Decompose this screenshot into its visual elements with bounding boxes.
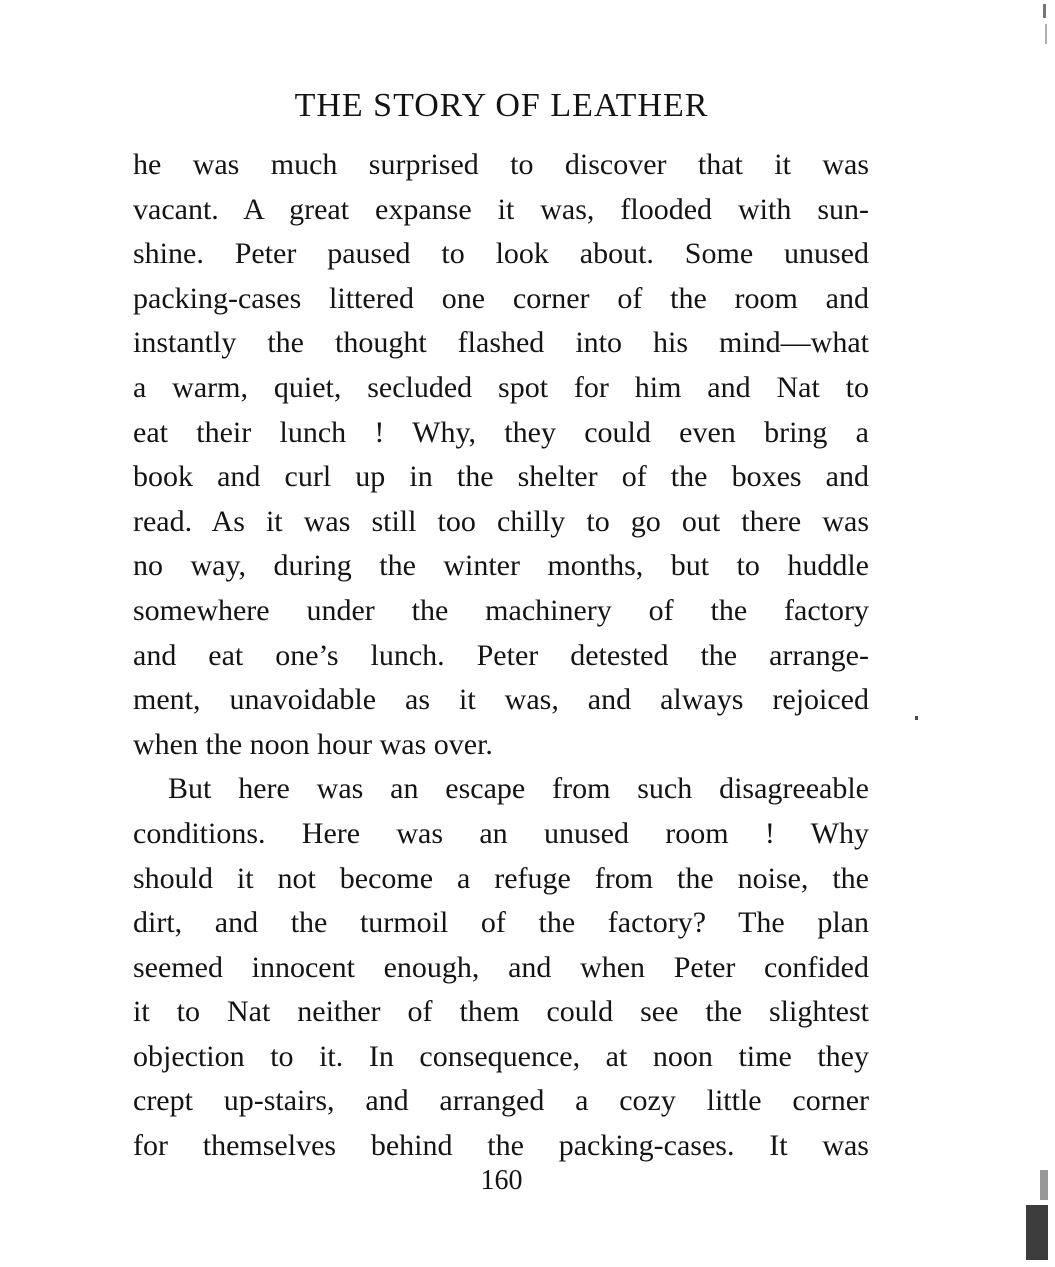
text-line: when the noon hour was over. [133, 727, 493, 761]
text-line: objection to it. In consequence, at noon time they [133, 1039, 869, 1073]
paragraph [133, 143, 869, 767]
text-line: a warm, quiet, secluded spot for him and Nat to [133, 370, 869, 404]
scan-edge-mark [1026, 1205, 1048, 1260]
paragraph [133, 767, 869, 1168]
body-text [133, 143, 869, 1169]
text-line: no way, during the winter months, but to huddle [133, 549, 869, 583]
scan-edge-mark [1043, 4, 1046, 18]
page-number: 160 [480, 1165, 523, 1196]
text-line: packing-cases littered one corner of the room and [133, 281, 869, 315]
text-line: dirt, and the turmoil of the factory? The plan [133, 906, 869, 940]
text-line: ment, unavoidable as it was, and always rejoiced [133, 683, 869, 717]
text-line: conditions. Here was an unused room ! Why [133, 816, 869, 850]
text-line: for themselves behind the packing-cases. It was [133, 1129, 869, 1163]
text-line: But here was an escape from such disagreeable [168, 772, 869, 806]
text-line: read. As it was still too chilly to go out there was [133, 504, 869, 538]
scan-edge-mark [1040, 1170, 1048, 1200]
text-line: book and curl up in the shelter of the boxes and [133, 460, 869, 494]
text-line: shine. Peter paused to look about. Some unused [133, 237, 869, 271]
scan-edge-mark [915, 716, 918, 720]
text-line: somewhere under the machinery of the factory [133, 593, 869, 627]
text-line: eat their lunch ! Why, they could even bring a [133, 415, 869, 449]
text-line: crept up-stairs, and arranged a cozy little corner [133, 1084, 869, 1118]
text-line: should it not become a refuge from the noise, the [133, 861, 869, 895]
running-head: THE STORY OF LEATHER [294, 87, 709, 124]
text-line: instantly the thought flashed into his mind—what [133, 326, 869, 360]
text-line: it to Nat neither of them could see the slightest [133, 995, 869, 1029]
text-line: seemed innocent enough, and when Peter confided [133, 950, 869, 984]
text-line: and eat one’s lunch. Peter detested the arrange- [133, 638, 869, 672]
text-line: he was much surprised to discover that it was [133, 148, 869, 181]
scan-edge-mark [1045, 24, 1047, 44]
text-line: vacant. A great expanse it was, flooded with sun- [133, 192, 869, 226]
